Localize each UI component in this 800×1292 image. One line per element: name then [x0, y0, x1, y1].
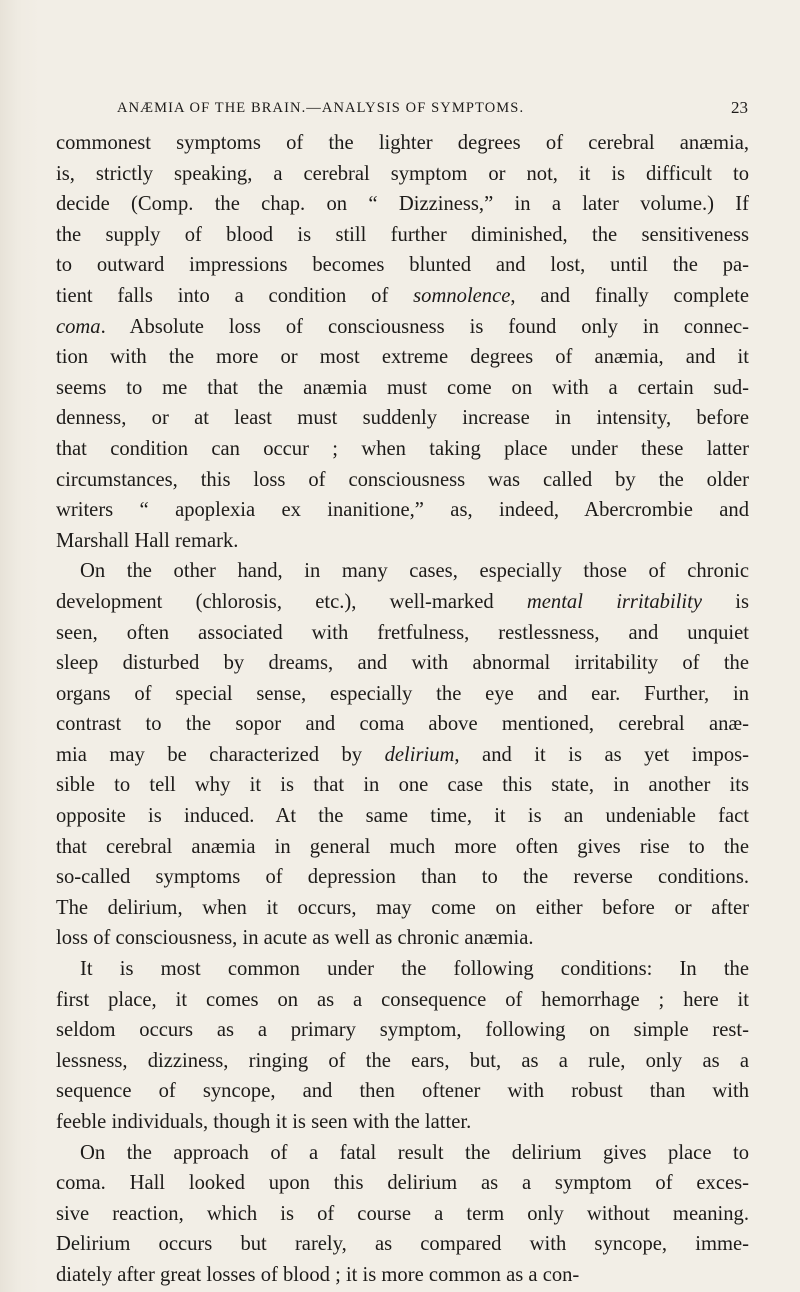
text-line: contrast to the sopor and coma above mentioned, cerebral anæ-: [56, 713, 749, 736]
text-line: feeble individuals, though it is seen with the latter.: [56, 1111, 472, 1133]
text-line: so-called symptoms of depression than to the reverse conditions.: [56, 866, 749, 889]
text-line: coma. Absolute loss of consciousness is found only in connec-: [56, 315, 749, 338]
text-line: decide (Comp. the chap. on “ Dizziness,” in a later volume.) If: [56, 193, 749, 216]
text-line: circumstances, this loss of consciousness was called by the older: [56, 468, 749, 491]
page-header: [56, 98, 748, 124]
text-line: the supply of blood is still further diminished, the sensitiveness: [56, 223, 749, 246]
text-line: to outward impressions becomes blunted and lost, until the pa-: [56, 254, 749, 277]
page-number: 23: [731, 98, 748, 117]
text-line: lessness, dizziness, ringing of the ears, but, as a rule, only as a: [56, 1049, 749, 1072]
text-line: denness, or at least must suddenly increase in intensity, before: [56, 407, 749, 430]
text-line: On the other hand, in many cases, especially those of chronic: [80, 560, 749, 583]
text-line: first place, it comes on as a consequence of hemorrhage ; here it: [56, 988, 749, 1011]
text-line: that cerebral anæmia in general much more often gives rise to the: [56, 835, 749, 858]
text-line: development (chlorosis, etc.), well-marked mental irritability is: [56, 590, 749, 613]
text-line: tient falls into a condition of somnolence, and finally complete: [56, 284, 749, 307]
paragraph-2: [56, 556, 749, 954]
text-line: seems to me that the anæmia must come on with a certain sud-: [56, 376, 749, 399]
text-line: loss of consciousness, in acute as well as chronic anæmia.: [56, 927, 534, 950]
text-line: opposite is induced. At the same time, it is an undeniable fact: [56, 805, 749, 828]
text-line: sive reaction, which is of course a term only without meaning.: [56, 1202, 749, 1225]
text-line: organs of special sense, especially the eye and ear. Further, in: [56, 682, 749, 705]
text-line: It is most common under the following conditions: In the: [80, 958, 749, 981]
text-line: commonest symptoms of the lighter degrees of cerebral anæmia,: [56, 132, 749, 154]
text-line: mia may be characterized by delirium, and it is as yet impos-: [56, 743, 749, 766]
italic-term: coma: [56, 315, 101, 338]
text-line: Delirium occurs but rarely, as compared with syncope, imme-: [56, 1233, 749, 1256]
text-line: writers “ apoplexia ex inanitione,” as, indeed, Abercrombie and: [56, 499, 749, 522]
text-line: The delirium, when it occurs, may come on either before or after: [56, 896, 749, 919]
text-line: Marshall Hall remark.: [56, 529, 239, 552]
text-line: diately after great losses of blood ; it is more common as a con-: [56, 1263, 580, 1286]
text-line: sleep disturbed by dreams, and with abnormal irritability of the: [56, 652, 749, 675]
text-line: seldom occurs as a primary symptom, following on simple rest-: [56, 1019, 749, 1042]
italic-term: somnolence: [413, 284, 511, 307]
paragraph-4: [56, 1138, 749, 1291]
text-line: tion with the more or most extreme degrees of anæmia, and it: [56, 346, 749, 369]
italic-term: delirium: [384, 743, 455, 766]
text-line: is, strictly speaking, a cerebral symptom or not, it is difficult to: [56, 162, 749, 185]
italic-term: mental irritability: [526, 590, 703, 613]
paragraph-3: [56, 954, 749, 1138]
paragraph-1: [56, 128, 749, 556]
text-line: sequence of syncope, and then oftener with robust than with: [56, 1080, 749, 1103]
text-line: coma. Hall looked upon this delirium as a symptom of exces-: [56, 1172, 749, 1195]
text-line: On the approach of a fatal result the delirium gives place to: [80, 1141, 749, 1164]
text-line: that condition can occur ; when taking place under these latter: [56, 437, 749, 460]
body-text: [56, 128, 749, 1291]
text-line: sible to tell why it is that in one case this state, in another its: [56, 774, 749, 797]
running-head: ANÆMIA OF THE BRAIN.—ANALYSIS OF SYMPTOMS.: [117, 100, 525, 116]
text-line: seen, often associated with fretfulness, restlessness, and unquiet: [56, 621, 749, 644]
